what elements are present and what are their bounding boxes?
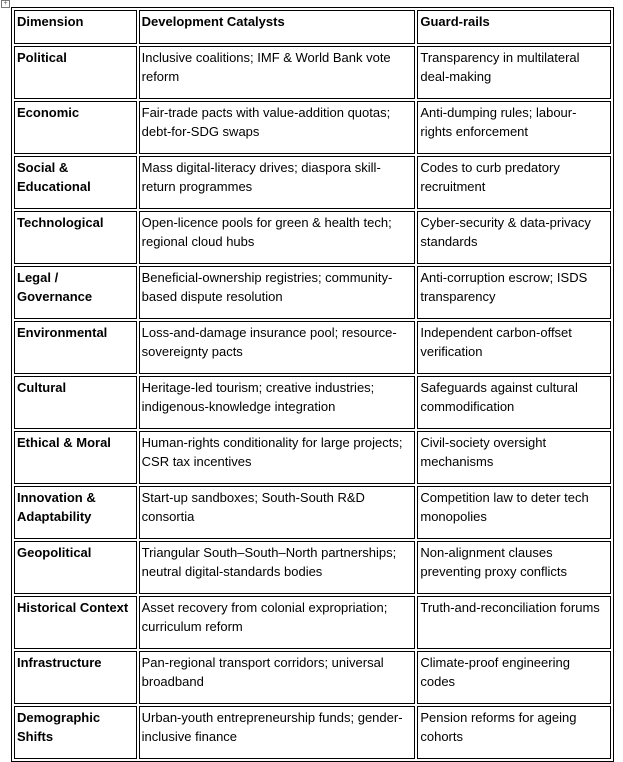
guardrails-cell: Pension reforms for ageing cohorts	[417, 706, 611, 759]
guardrails-cell: Anti-corruption escrow; ISDS transparency	[417, 266, 611, 319]
guardrails-cell: Cyber-security & data-privacy standards	[417, 211, 611, 264]
catalysts-cell: Loss-and-damage insurance pool; resource-sovereignty pacts	[139, 321, 416, 374]
dimension-cell: Geopolitical	[14, 541, 137, 594]
table-row	[14, 46, 611, 99]
table-row	[14, 376, 611, 429]
dimension-cell: Ethical & Moral	[14, 431, 137, 484]
guardrails-cell: Codes to curb predatory recruitment	[417, 156, 611, 209]
dimension-cell: Environmental	[14, 321, 137, 374]
dimension-cell: Economic	[14, 101, 137, 154]
guardrails-cell: Independent carbon-offset verification	[417, 321, 611, 374]
table-row	[14, 486, 611, 539]
table-row	[14, 266, 611, 319]
guardrails-cell: Safeguards against cultural commodification	[417, 376, 611, 429]
catalysts-cell: Urban-youth entrepreneurship funds; gender-inclusive finance	[139, 706, 416, 759]
catalysts-cell: Human-rights conditionality for large projects; CSR tax incentives	[139, 431, 416, 484]
dimension-cell: Cultural	[14, 376, 137, 429]
dimension-cell: Technological	[14, 211, 137, 264]
table-row	[14, 541, 611, 594]
catalysts-cell: Heritage-led tourism; creative industries; indigenous-knowledge integration	[139, 376, 416, 429]
catalysts-cell: Start-up sandboxes; South-South R&D consortia	[139, 486, 416, 539]
table-row	[14, 651, 611, 704]
dimension-cell: Legal / Governance	[14, 266, 137, 319]
catalysts-cell: Fair-trade pacts with value-addition quotas; debt-for-SDG swaps	[139, 101, 416, 154]
guardrails-cell: Competition law to deter tech monopolies	[417, 486, 611, 539]
table-row	[14, 101, 611, 154]
table-row	[14, 321, 611, 374]
table-row	[14, 156, 611, 209]
dimension-table	[11, 7, 614, 762]
table-move-handle[interactable]: +	[1, 0, 10, 8]
header-dimension: Dimension	[14, 10, 137, 44]
catalysts-cell: Triangular South–South–North partnerships; neutral digital-standards bodies	[139, 541, 416, 594]
guardrails-cell: Non-alignment clauses preventing proxy conflicts	[417, 541, 611, 594]
catalysts-cell: Asset recovery from colonial expropriation; curriculum reform	[139, 596, 416, 649]
header-guard-rails: Guard-rails	[417, 10, 611, 44]
dimension-cell: Historical Context	[14, 596, 137, 649]
catalysts-cell: Inclusive coalitions; IMF & World Bank vote reform	[139, 46, 416, 99]
header-row	[14, 10, 611, 44]
catalysts-cell: Mass digital-literacy drives; diaspora skill-return programmes	[139, 156, 416, 209]
header-development-catalysts: Development Catalysts	[139, 10, 416, 44]
dimension-cell: Demographic Shifts	[14, 706, 137, 759]
guardrails-cell: Anti-dumping rules; labour-rights enforcement	[417, 101, 611, 154]
guardrails-cell: Transparency in multilateral deal-making	[417, 46, 611, 99]
dimension-cell: Innovation & Adaptability	[14, 486, 137, 539]
dimension-cell: Political	[14, 46, 137, 99]
guardrails-cell: Truth-and-reconciliation forums	[417, 596, 611, 649]
table-row	[14, 596, 611, 649]
table-row	[14, 211, 611, 264]
guardrails-cell: Civil-society oversight mechanisms	[417, 431, 611, 484]
dimension-cell: Social & Educational	[14, 156, 137, 209]
catalysts-cell: Open-licence pools for green & health tech; regional cloud hubs	[139, 211, 416, 264]
table-row	[14, 706, 611, 759]
catalysts-cell: Beneficial-ownership registries; community-based dispute resolution	[139, 266, 416, 319]
catalysts-cell: Pan-regional transport corridors; universal broadband	[139, 651, 416, 704]
table-row	[14, 431, 611, 484]
dimension-cell: Infrastructure	[14, 651, 137, 704]
guardrails-cell: Climate-proof engineering codes	[417, 651, 611, 704]
